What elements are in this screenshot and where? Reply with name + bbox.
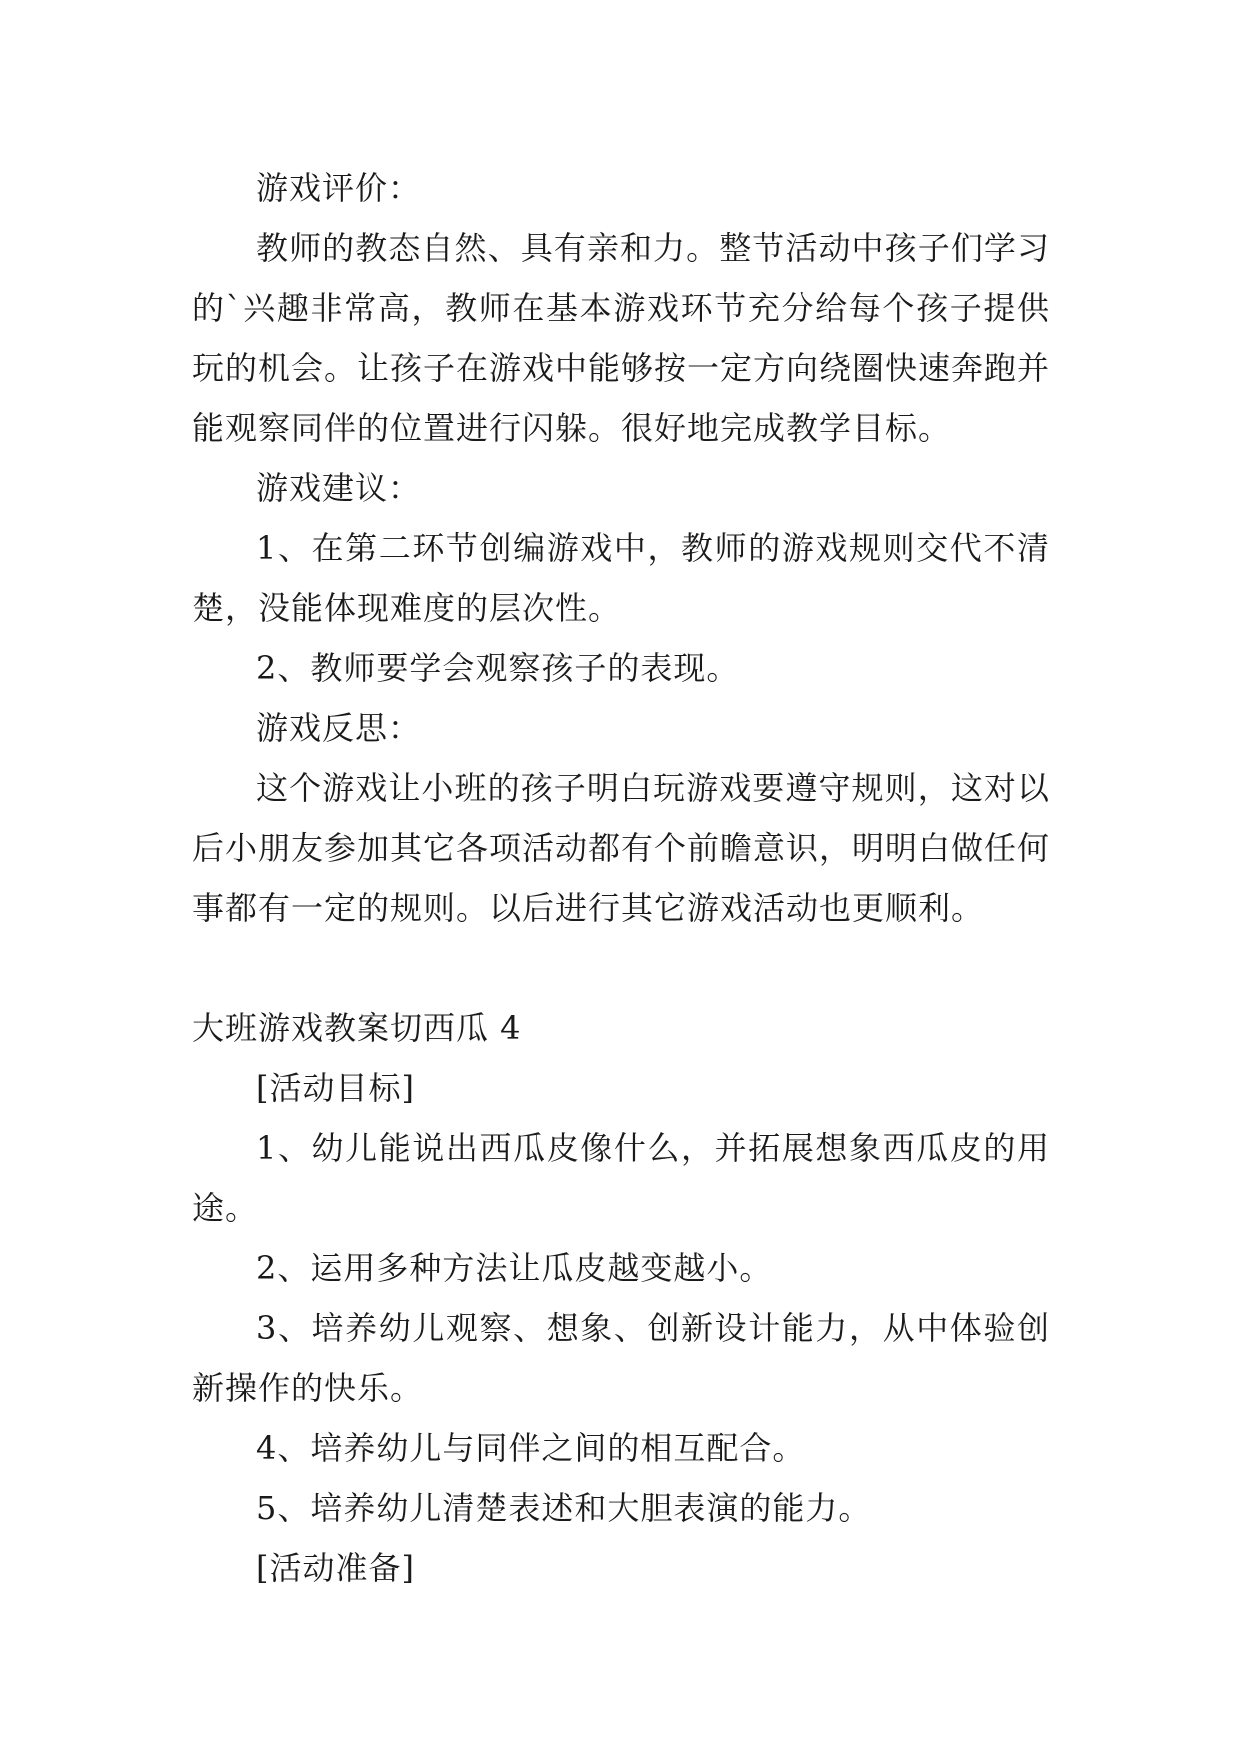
suggestion-item-1: 1、在第二环节创编游戏中，教师的游戏规则交代不清楚，没能体现难度的层次性。 — [192, 529, 1050, 627]
section-spacer — [192, 938, 1050, 998]
lesson-title: 大班游戏教案切西瓜 4 — [192, 1009, 522, 1047]
suggestion-item-2: 2、教师要学会观察孩子的表现。 — [256, 649, 740, 687]
goal-item-1: 1、幼儿能说出西瓜皮像什么，并拓展想象西瓜皮的用途。 — [192, 1129, 1050, 1227]
heading-evaluation: 游戏评价： — [256, 169, 422, 207]
heading-activity-preparation: [活动准备] — [256, 1549, 415, 1587]
reflection-paragraph: 这个游戏让小班的孩子明白玩游戏要遵守规则，这对以后小朋友参加其它各项活动都有个前瞻意识，明明白做任何事都有一定的规则。以后进行其它游戏活动也更顺利。 — [192, 769, 1051, 927]
evaluation-paragraph: 教师的教态自然、具有亲和力。整节活动中孩子们学习的`兴趣非常高，教师在基本游戏环节充分给每个孩子提供玩的机会。让孩子在游戏中能够按一定方向绕圈快速奔跑并能观察同伴的位置进行闪躲。很好地完成教学目标。 — [192, 229, 1051, 447]
heading-suggestion: 游戏建议： — [256, 469, 422, 507]
goal-item-5: 5、培养幼儿清楚表述和大胆表演的能力。 — [256, 1489, 872, 1527]
document-body — [192, 158, 1050, 1598]
goal-item-4: 4、培养幼儿与同伴之间的相互配合。 — [256, 1429, 806, 1467]
goal-item-2: 2、运用多种方法让瓜皮越变越小。 — [256, 1249, 773, 1287]
goal-item-3: 3、培养幼儿观察、想象、创新设计能力，从中体验创新操作的快乐。 — [192, 1309, 1050, 1407]
heading-activity-goals: [活动目标] — [256, 1069, 415, 1107]
heading-reflection: 游戏反思： — [256, 709, 422, 747]
